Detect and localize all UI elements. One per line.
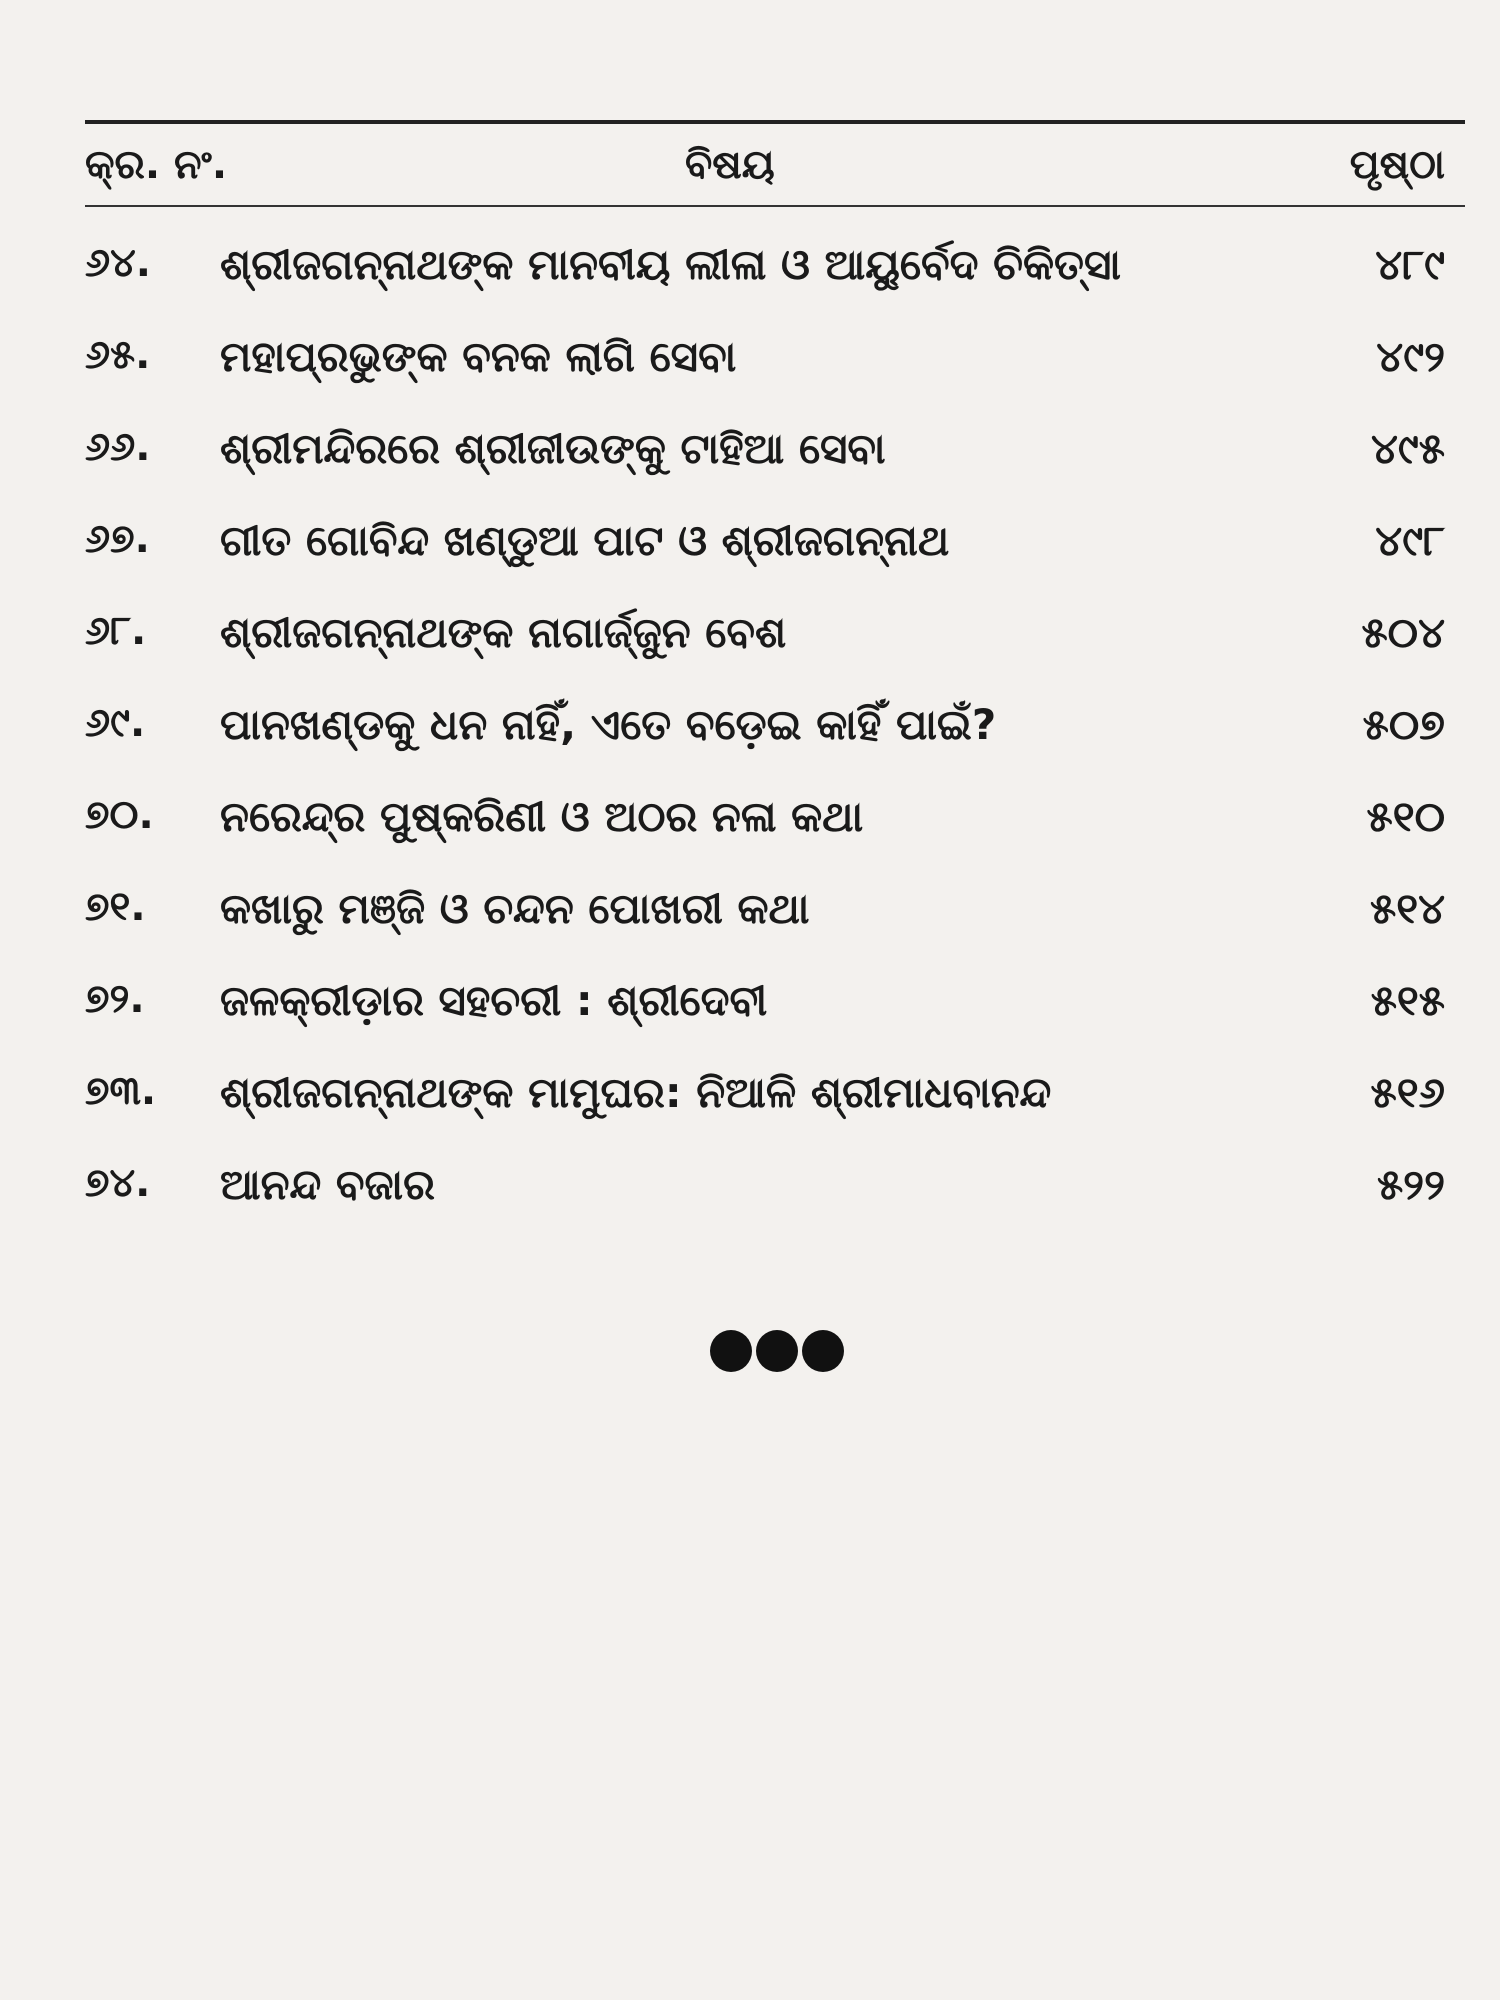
- toc-entry-title: ଆନନ୍ଦ ବଜାର: [220, 1160, 435, 1209]
- toc-entry-number: ୬୭.: [85, 516, 150, 562]
- toc-entry-title: ଶ୍ରୀଜଗନ୍ନାଥଙ୍କ ମାମୁଘର: ନିଆଳି ଶ୍ରୀମାଧବାନନ୍ଦ: [220, 1068, 1052, 1117]
- ornament-dot: [710, 1330, 752, 1372]
- toc-entry-number: ୭୨.: [85, 976, 145, 1022]
- end-ornament: [710, 1330, 844, 1372]
- top-rule: [85, 120, 1465, 124]
- header-rule: [85, 205, 1465, 207]
- header-page-label: ପୃଷ୍ଠା: [1349, 142, 1445, 188]
- toc-entry-page: ୪୯୨: [1376, 332, 1445, 381]
- toc-entry-number: ୬୯.: [85, 700, 146, 746]
- toc-entry-number: ୬୫.: [85, 332, 151, 378]
- toc-entry-title: ଶ୍ରୀମନ୍ଦିରରେ ଶ୍ରୀଜୀଉଙ୍କୁ ଟାହିଆ ସେବା: [220, 424, 886, 473]
- toc-row: [85, 506, 1445, 598]
- toc-entry-page: ୫୧୪: [1369, 884, 1445, 933]
- toc-row: [85, 230, 1445, 322]
- toc-entry-title: ଗୀତ ଗୋବିନ୍ଦ ଖଣ୍ଡୁଆ ପାଟ ଓ ଶ୍ରୀଜଗନ୍ନାଥ: [220, 516, 950, 565]
- toc-row: [85, 322, 1445, 414]
- header-subject-label: ବିଷୟ: [685, 142, 775, 188]
- header-number-label: କ୍ର. ନଂ.: [85, 142, 228, 188]
- toc-row: [85, 782, 1445, 874]
- toc-row: [85, 1058, 1445, 1150]
- ornament-dot: [756, 1330, 798, 1372]
- toc-entry-page: ୫୦୭: [1362, 700, 1445, 749]
- toc-entry-title: ଶ୍ରୀଜଗନ୍ନାଥଙ୍କ ନାଗାର୍ଜ୍ଜୁନ ବେଶ: [220, 608, 787, 657]
- ornament-dot: [802, 1330, 844, 1372]
- toc-entry-number: ୬୪.: [85, 240, 151, 286]
- toc-entry-title: ପାନଖଣ୍ଡକୁ ଧନ ନାହିଁ, ଏତେ ବଡ଼େଇ କାହିଁ ପାଇଁ?: [220, 700, 997, 749]
- toc-entry-page: ୪୯୫: [1370, 424, 1445, 473]
- toc-entry-number: ୭୦.: [85, 792, 154, 838]
- toc-entry-title: ଜଳକ୍ରୀଡ଼ାର ସହଚରୀ : ଶ୍ରୀଦେବୀ: [220, 976, 768, 1025]
- toc-entry-title: ଶ୍ରୀଜଗନ୍ନାଥଙ୍କ ମାନବୀୟ ଲୀଳା ଓ ଆୟୁର୍ବେଦ ଚିକିତ୍ସା: [220, 240, 1121, 289]
- toc-entry-title: ନରେନ୍ଦ୍ର ପୁଷ୍କରିଣୀ ଓ ଅଠର ନଳା କଥା: [220, 792, 864, 841]
- toc-row: [85, 1150, 1445, 1242]
- toc-entry-page: ୫୧୫: [1370, 976, 1445, 1025]
- toc-entry-page: ୫୦୪: [1361, 608, 1445, 657]
- toc-header: [85, 130, 1465, 200]
- toc-entry-page: ୪୮୯: [1375, 240, 1445, 289]
- toc-row: [85, 874, 1445, 966]
- toc-entry-number: ୭୧.: [85, 884, 146, 930]
- toc-entry-page: ୫୧୦: [1366, 792, 1445, 841]
- toc-entry-number: ୭୪.: [85, 1160, 151, 1206]
- toc-row: [85, 414, 1445, 506]
- toc-row: [85, 690, 1445, 782]
- toc-entry-number: ୬୮.: [85, 608, 147, 654]
- toc-entry-number: ୬୬.: [85, 424, 151, 470]
- toc-row: [85, 966, 1445, 1058]
- toc-entry-page: ୫୧୬: [1370, 1068, 1445, 1117]
- toc-entry-page: ୪୯୮: [1375, 516, 1445, 565]
- toc-entry-title: କଖାରୁ ମଞ୍ଜି ଓ ଚନ୍ଦନ ପୋଖରୀ କଥା: [220, 884, 810, 933]
- toc-entry-page: ୫୨୨: [1376, 1160, 1445, 1209]
- toc-entry-title: ମହାପ୍ରଭୁଙ୍କ ବନକ ଲାଗି ସେବା: [220, 332, 737, 381]
- toc-entry-number: ୭୩.: [85, 1068, 157, 1114]
- toc-row: [85, 598, 1445, 690]
- table-of-contents: [85, 230, 1445, 1242]
